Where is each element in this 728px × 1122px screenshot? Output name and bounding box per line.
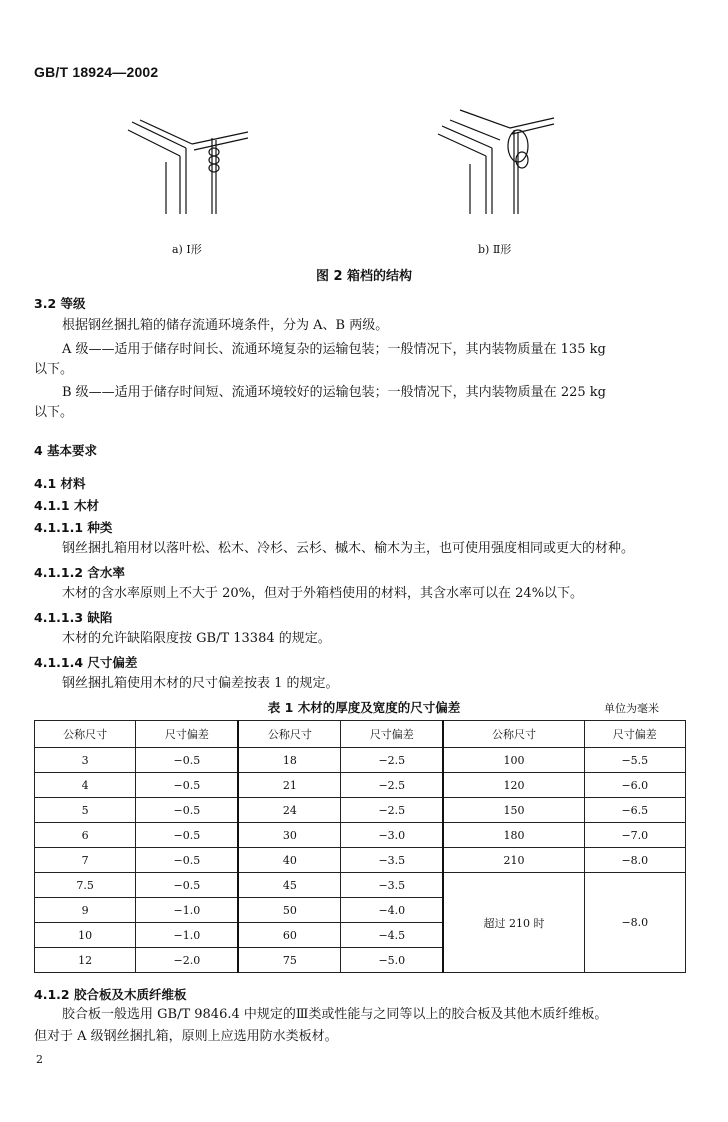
table-cell: 9 bbox=[35, 898, 136, 923]
table-cell: −6.0 bbox=[584, 773, 685, 798]
document-number: GB/T 18924—2002 bbox=[34, 64, 159, 80]
section-heading: 4.1.1 木材 bbox=[34, 498, 99, 513]
table-cell: 40 bbox=[238, 848, 340, 873]
paragraph-continuation: 以下。 bbox=[34, 405, 74, 420]
section-heading: 4.1.1.2 含水率 bbox=[34, 565, 125, 580]
column-header: 尺寸偏差 bbox=[341, 721, 443, 748]
figure-title: 图 2 箱档的结构 bbox=[315, 269, 413, 284]
table-cell: 10 bbox=[35, 923, 136, 948]
table-cell: 6 bbox=[35, 823, 136, 848]
box-cleat-type-2-drawing bbox=[430, 100, 560, 220]
table-cell: 12 bbox=[35, 948, 136, 973]
paragraph: A 级——适用于储存时间长、流通环境复杂的运输包装；一般情况下，其内装物质量在 135 kg bbox=[62, 342, 606, 357]
table-cell: 120 bbox=[443, 773, 584, 798]
size-deviation-table bbox=[34, 720, 686, 973]
paragraph: 木材的含水率原则上不大于 20%，但对于外箱档使用的材料，其含水率可以在 24%以下。 bbox=[62, 586, 584, 601]
table-cell: 50 bbox=[238, 898, 340, 923]
section-heading: 4.1.1.4 尺寸偏差 bbox=[34, 655, 138, 670]
table-cell: 7 bbox=[35, 848, 136, 873]
table-cell: 60 bbox=[238, 923, 340, 948]
paragraph-continuation: 以下。 bbox=[34, 362, 74, 377]
section-heading: 4.1.1.3 缺陷 bbox=[34, 610, 113, 625]
table-cell: −3.0 bbox=[341, 823, 443, 848]
table-row bbox=[35, 823, 686, 848]
table-cell: −8.0 bbox=[584, 848, 685, 873]
section-heading: 4.1 材料 bbox=[34, 476, 86, 491]
table-header-row bbox=[35, 721, 686, 748]
table-cell: 75 bbox=[238, 948, 340, 973]
table-cell: −0.5 bbox=[136, 748, 238, 773]
table-cell: 210 bbox=[443, 848, 584, 873]
paragraph: B 级——适用于储存时间短、流通环境较好的运输包装；一般情况下，其内装物质量在 225 kg bbox=[62, 385, 606, 400]
table-cell: 24 bbox=[238, 798, 340, 823]
table-row bbox=[35, 773, 686, 798]
table-cell: −7.0 bbox=[584, 823, 685, 848]
table-cell: −2.0 bbox=[136, 948, 238, 973]
figure-caption-a: a) Ⅰ形 bbox=[172, 243, 202, 256]
column-header: 公称尺寸 bbox=[443, 721, 584, 748]
table-cell: −1.0 bbox=[136, 898, 238, 923]
column-header: 尺寸偏差 bbox=[584, 721, 685, 748]
table-cell: −2.5 bbox=[341, 773, 443, 798]
table-cell: −2.5 bbox=[341, 748, 443, 773]
paragraph: 胶合板一般选用 GB/T 9846.4 中规定的Ⅲ类或性能与之同等以上的胶合板及其他木质纤维板。 bbox=[62, 1007, 608, 1022]
table-cell: 45 bbox=[238, 873, 340, 898]
table-cell: 100 bbox=[443, 748, 584, 773]
table-cell: −1.0 bbox=[136, 923, 238, 948]
table-cell: 30 bbox=[238, 823, 340, 848]
table-row bbox=[35, 848, 686, 873]
column-header: 尺寸偏差 bbox=[136, 721, 238, 748]
table-row bbox=[35, 798, 686, 823]
table-cell: −3.5 bbox=[341, 848, 443, 873]
table-row bbox=[35, 748, 686, 773]
table-cell: −0.5 bbox=[136, 823, 238, 848]
paragraph: 钢丝捆扎箱使用木材的尺寸偏差按表 1 的规定。 bbox=[62, 676, 339, 691]
figure-caption-b: b) Ⅱ形 bbox=[478, 243, 512, 256]
table-cell: −5.0 bbox=[341, 948, 443, 973]
table-cell: 4 bbox=[35, 773, 136, 798]
table-cell: 5 bbox=[35, 798, 136, 823]
table-cell: −3.5 bbox=[341, 873, 443, 898]
table-cell: −0.5 bbox=[136, 873, 238, 898]
section-heading: 4.1.2 胶合板及木质纤维板 bbox=[34, 987, 187, 1002]
table-cell: −2.5 bbox=[341, 798, 443, 823]
table-cell: −4.5 bbox=[341, 923, 443, 948]
table-cell: −0.5 bbox=[136, 848, 238, 873]
table-cell: −0.5 bbox=[136, 798, 238, 823]
page-number: 2 bbox=[36, 1053, 43, 1066]
table-cell-merged: 超过 210 时 bbox=[443, 873, 584, 973]
section-heading: 4 基本要求 bbox=[34, 443, 98, 458]
table-cell: −4.0 bbox=[341, 898, 443, 923]
table-cell: 3 bbox=[35, 748, 136, 773]
table-row bbox=[35, 873, 686, 898]
table-cell: 21 bbox=[238, 773, 340, 798]
paragraph: 木材的允许缺陷限度按 GB/T 13384 的规定。 bbox=[62, 631, 331, 646]
paragraph-continuation: 但对于 A 级钢丝捆扎箱，原则上应选用防水类板材。 bbox=[34, 1029, 338, 1044]
table-cell: −6.5 bbox=[584, 798, 685, 823]
table-title: 表 1 木材的厚度及宽度的尺寸偏差 bbox=[267, 700, 461, 715]
box-cleat-type-1-drawing bbox=[120, 110, 260, 220]
table-cell-merged: −8.0 bbox=[584, 873, 685, 973]
table-cell: 18 bbox=[238, 748, 340, 773]
table-cell: 180 bbox=[443, 823, 584, 848]
column-header: 公称尺寸 bbox=[35, 721, 136, 748]
section-heading: 4.1.1.1 种类 bbox=[34, 520, 113, 535]
column-header: 公称尺寸 bbox=[238, 721, 340, 748]
table-cell: −0.5 bbox=[136, 773, 238, 798]
section-heading: 3.2 等级 bbox=[34, 296, 86, 311]
table-cell: 150 bbox=[443, 798, 584, 823]
paragraph: 根据钢丝捆扎箱的储存流通环境条件，分为 A、B 两级。 bbox=[62, 318, 389, 333]
paragraph: 钢丝捆扎箱用材以落叶松、松木、冷杉、云杉、槭木、榆木为主，也可使用强度相同或更大的材种。 bbox=[62, 541, 635, 556]
table-cell: 7.5 bbox=[35, 873, 136, 898]
table-cell: −5.5 bbox=[584, 748, 685, 773]
table-unit: 单位为毫米 bbox=[604, 702, 659, 715]
